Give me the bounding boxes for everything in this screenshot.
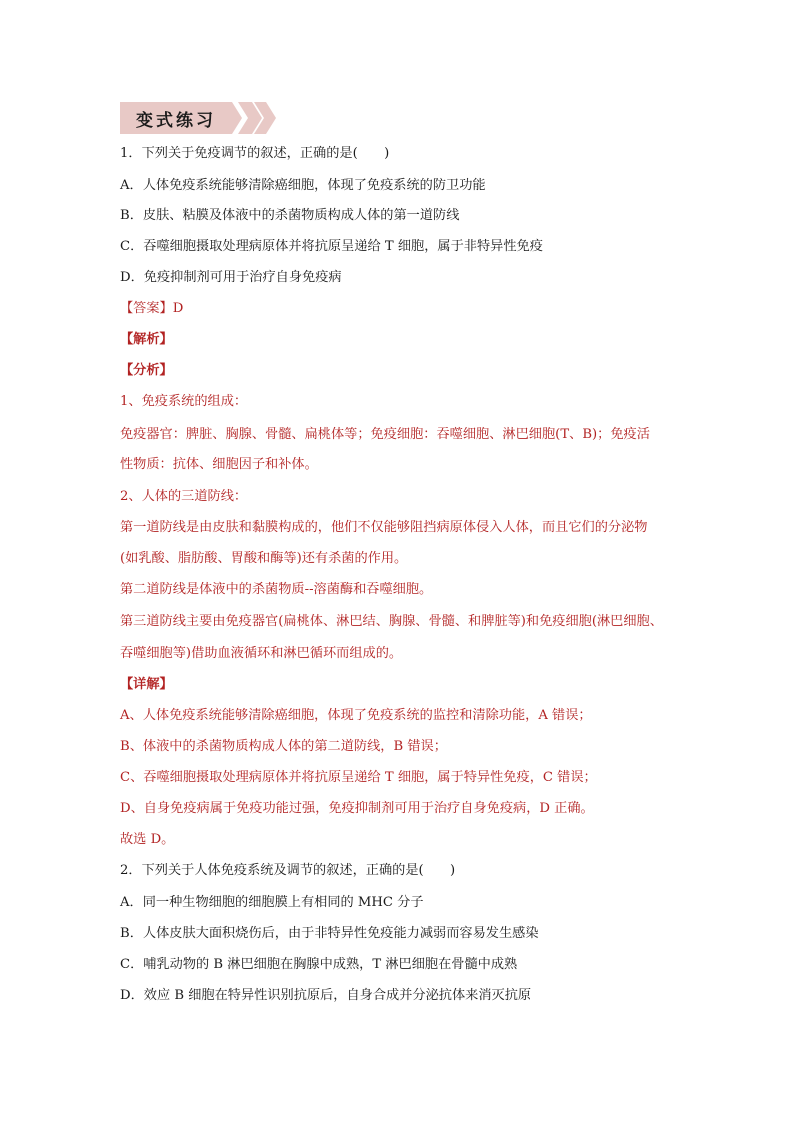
- q1-stem: 1．下列关于免疫调节的叙述，正确的是( ): [120, 146, 390, 161]
- q1-option-b: B．皮肤、粘膜及体液中的杀菌物质构成人体的第一道防线: [120, 208, 460, 223]
- analysis-line: 第一道防线是由皮肤和黏膜构成的，他们不仅能够阻挡病原体侵入人体，而且它们的分泌物: [120, 520, 648, 535]
- detail-line: C、吞噬细胞摄取处理病原体并将抗原呈递给 T 细胞，属于特异性免疫，C 错误；: [120, 770, 597, 785]
- section-banner: [120, 100, 280, 136]
- q2-option-b: B．人体皮肤大面积烧伤后，由于非特异性免疫能力减弱而容易发生感染: [120, 926, 539, 941]
- q1-jiexi-heading: 【解析】: [120, 332, 173, 347]
- q1-xiangjie-heading: 【详解】: [120, 677, 173, 692]
- q1-conclusion: 故选 D。: [120, 832, 175, 847]
- detail-line: B、体液中的杀菌物质构成人体的第二道防线，B 错误；: [120, 739, 447, 754]
- analysis-line: 2、人体的三道防线：: [120, 489, 248, 504]
- q1-option-c: C．吞噬细胞摄取处理病原体并将抗原呈递给 T 细胞，属于非特异性免疫: [120, 239, 543, 254]
- analysis-line: 性物质：抗体、细胞因子和补体。: [120, 457, 318, 472]
- q2-option-c: C．哺乳动物的 B 淋巴细胞在胸腺中成熟，T 淋巴细胞在骨髓中成熟: [120, 957, 518, 972]
- analysis-line: 第三道防线主要由免疫器官(扁桃体、淋巴结、胸腺、骨髓、和脾脏等)和免疫细胞(淋巴细胞、: [120, 614, 663, 629]
- q1-fenxi-heading: 【分析】: [120, 363, 173, 378]
- detail-line: A、人体免疫系统能够清除癌细胞，体现了免疫系统的监控和清除功能，A 错误；: [120, 708, 592, 723]
- analysis-line: 免疫器官：脾脏、胸腺、骨髓、扁桃体等；免疫细胞：吞噬细胞、淋巴细胞(T、B)；免疫活: [120, 427, 650, 442]
- analysis-line: 吞噬细胞等)借助血液循环和淋巴循环而组成的。: [120, 646, 403, 661]
- q2-option-d: D．效应 B 细胞在特异性识别抗原后，自身合成并分泌抗体来消灭抗原: [120, 988, 532, 1003]
- q1-option-d: D．免疫抑制剂可用于治疗自身免疫病: [120, 270, 342, 285]
- analysis-line: (如乳酸、脂肪酸、胃酸和酶等)还有杀菌的作用。: [120, 551, 408, 566]
- q1-answer: 【答案】D: [120, 301, 184, 316]
- analysis-line: 1、免疫系统的组成：: [120, 394, 248, 409]
- detail-line: D、自身免疫病属于免疫功能过强，免疫抑制剂可用于治疗自身免疫病，D 正确。: [120, 801, 594, 816]
- analysis-line: 第二道防线是体液中的杀菌物质--溶菌酶和吞噬细胞。: [120, 582, 433, 597]
- q1-option-a: A．人体免疫系统能够清除癌细胞，体现了免疫系统的防卫功能: [120, 178, 486, 193]
- section-title: 变式练习: [136, 111, 216, 131]
- q2-option-a: A．同一种生物细胞的细胞膜上有相同的 MHC 分子: [120, 895, 424, 910]
- q2-stem: 2．下列关于人体免疫系统及调节的叙述，正确的是( ): [120, 863, 456, 878]
